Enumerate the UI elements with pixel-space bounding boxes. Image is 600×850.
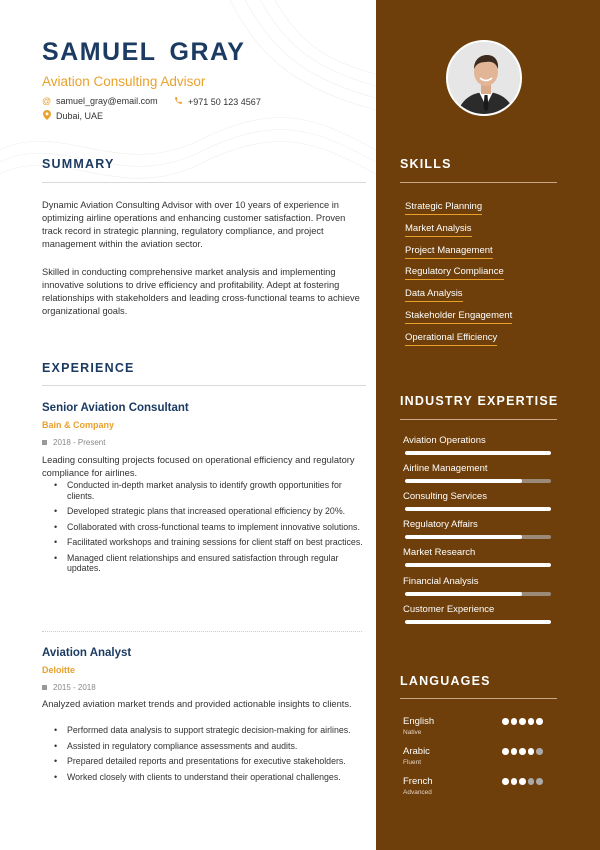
skill-item: Market Analysis <box>405 223 472 237</box>
list-item: • Conducted in-depth market analysis to identify growth opportunities for clients. <box>54 480 366 501</box>
rating-dot <box>528 748 535 755</box>
expertise-label: Customer Experience <box>403 604 495 615</box>
skill-item: Regulatory Compliance <box>405 266 504 280</box>
expertise-bar-fill <box>405 592 522 596</box>
languages-heading: LANGUAGES <box>400 674 491 688</box>
candidate-title: Aviation Consulting Advisor <box>42 74 206 89</box>
skill-item: Strategic Planning <box>405 201 482 215</box>
rating-dot <box>536 718 543 725</box>
skills-divider <box>400 182 557 183</box>
summary-paragraph: Skilled in conducting comprehensive market analysis and implementing innovative solutions to drive efficiency and profitability. Adept at fostering relationships with stakeholders and leading cross-functional teams to achieve organizational goals. <box>42 267 360 316</box>
job-company: Bain & Company <box>42 420 115 430</box>
rating-dot <box>502 748 509 755</box>
expertise-bar-fill <box>405 535 522 539</box>
phone-text: +971 50 123 4567 <box>188 96 261 107</box>
language-name: English <box>403 716 435 727</box>
expertise-bar <box>405 507 551 511</box>
expertise-label: Aviation Operations <box>403 435 486 446</box>
job-description: Analyzed aviation market trends and provided actionable insights to clients. <box>42 699 352 709</box>
contact-phone[interactable] <box>174 96 261 107</box>
location-text: Dubai, UAE <box>56 111 104 121</box>
rating-dot <box>511 718 518 725</box>
rating-dot <box>519 748 526 755</box>
industry-expertise-divider <box>400 419 557 420</box>
experience-heading: EXPERIENCE <box>42 361 135 375</box>
list-item: • Facilitated workshops and training sessions for client staff on best practices. <box>54 537 366 548</box>
list-item: • Performed data analysis to support strategic decision-making for airlines. <box>54 725 366 736</box>
rating-dot <box>536 778 543 785</box>
list-item: • Developed strategic plans that increased operational efficiency by 20%. <box>54 506 366 517</box>
avatar <box>446 40 522 116</box>
expertise-bar-fill <box>405 451 551 455</box>
candidate-name: SAMUEL GRAY <box>42 38 246 66</box>
email-text: samuel_gray@email.com <box>56 96 158 106</box>
at-icon: @ <box>42 96 52 106</box>
expertise-bar-fill <box>405 507 551 511</box>
expertise-bar-fill <box>405 479 522 483</box>
expertise-label: Airline Management <box>403 463 488 474</box>
expertise-bar <box>405 563 551 567</box>
job-title: Senior Aviation Consultant <box>42 402 189 414</box>
summary-divider <box>42 182 366 183</box>
skills-heading: SKILLS <box>400 157 452 171</box>
calendar-icon <box>42 440 47 445</box>
job-bullets <box>54 725 366 787</box>
rating-dot <box>502 778 509 785</box>
expertise-label: Regulatory Affairs <box>403 519 478 530</box>
expertise-bar <box>405 479 551 483</box>
language-rating <box>502 778 543 785</box>
job-dates <box>42 438 105 447</box>
language-rating <box>502 748 543 755</box>
language-rating <box>502 718 543 725</box>
language-name: French <box>403 776 433 787</box>
list-item: • Worked closely with clients to understand their operational challenges. <box>54 772 366 783</box>
industry-expertise-heading: INDUSTRY EXPERTISE <box>400 394 559 408</box>
skill-item: Operational Efficiency <box>405 332 497 346</box>
job-dates-text: 2018 - Present <box>53 438 106 447</box>
job-dates <box>42 683 96 692</box>
expertise-bar <box>405 535 551 539</box>
job-company: Deloitte <box>42 665 76 675</box>
list-item: • Prepared detailed reports and presentations for executive stakeholders. <box>54 756 366 767</box>
skill-item: Stakeholder Engagement <box>405 310 512 324</box>
list-item: • Assisted in regulatory compliance assessments and audits. <box>54 741 366 752</box>
summary-paragraph: Dynamic Aviation Consulting Advisor with over 10 years of experience in optimizing airline operations and enhancing customer satisfaction. Proven track record in strategic planning, regulatory compliance, and project management within the aviation sector. <box>42 200 346 249</box>
language-level: Native <box>403 729 422 736</box>
expertise-label: Consulting Services <box>403 491 487 502</box>
list-item: • Managed client relationships and ensured satisfaction through regular updates. <box>54 553 366 574</box>
contact-location <box>42 110 103 122</box>
rating-dot <box>519 718 526 725</box>
job-description: Leading consulting projects focused on operational efficiency and regulatory compliance for airlines. <box>42 455 355 478</box>
job-bullets <box>54 480 366 579</box>
skill-item: Project Management <box>405 245 493 259</box>
expertise-bar <box>405 451 551 455</box>
rating-dot <box>528 718 535 725</box>
calendar-icon <box>42 685 47 690</box>
expertise-label: Market Research <box>403 547 476 558</box>
job-title: Aviation Analyst <box>42 647 132 659</box>
languages-divider <box>400 698 557 699</box>
rating-dot <box>519 778 526 785</box>
rating-dot <box>511 778 518 785</box>
list-item: • Collaborated with cross-functional teams to implement innovative solutions. <box>54 522 366 533</box>
rating-dot <box>536 748 543 755</box>
rating-dot <box>511 748 518 755</box>
experience-divider <box>42 385 366 386</box>
summary-heading: SUMMARY <box>42 157 115 171</box>
skill-item: Data Analysis <box>405 288 463 302</box>
expertise-bar-fill <box>405 620 551 624</box>
job-separator <box>42 631 362 632</box>
language-name: Arabic <box>403 746 430 757</box>
expertise-bar <box>405 620 551 624</box>
contact-email[interactable] <box>42 96 158 106</box>
map-pin-icon <box>42 110 51 122</box>
rating-dot <box>502 718 509 725</box>
job-dates-text: 2015 - 2018 <box>53 683 96 692</box>
expertise-bar <box>405 592 551 596</box>
language-level: Advanced <box>403 789 432 796</box>
expertise-bar-fill <box>405 563 551 567</box>
phone-icon <box>174 96 183 107</box>
language-level: Fluent <box>403 759 422 766</box>
expertise-label: Financial Analysis <box>403 576 479 587</box>
rating-dot <box>528 778 535 785</box>
